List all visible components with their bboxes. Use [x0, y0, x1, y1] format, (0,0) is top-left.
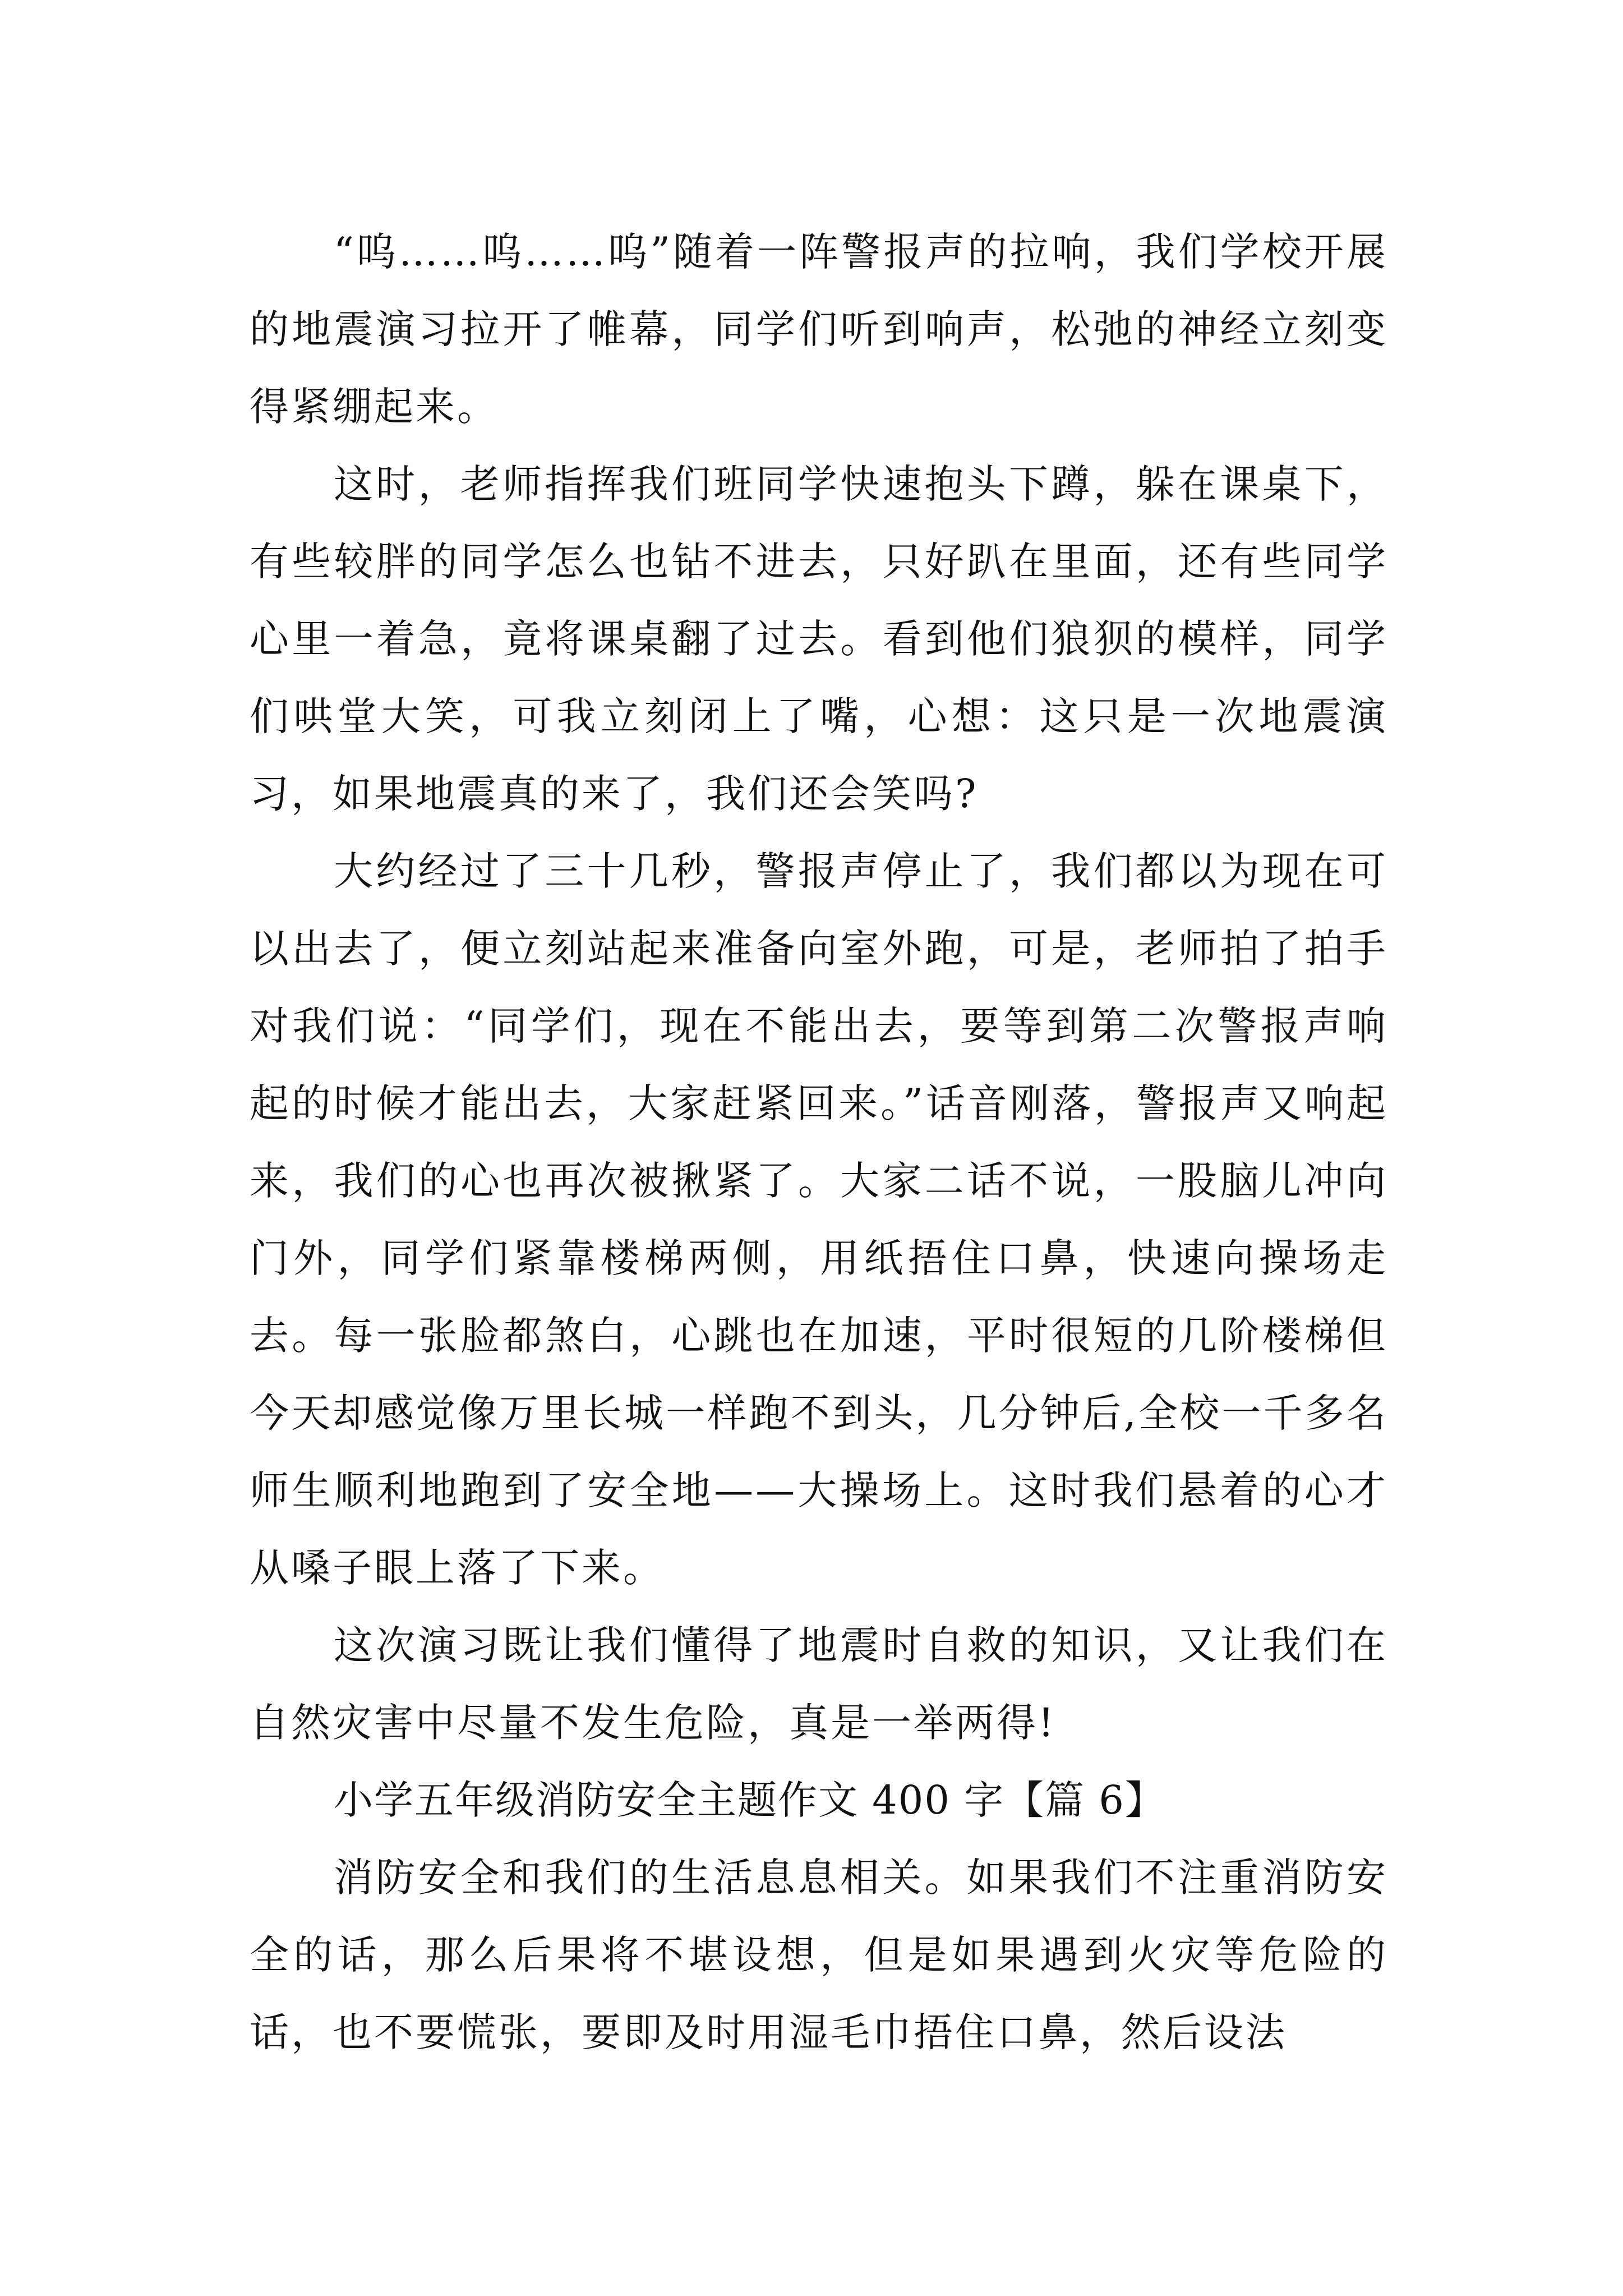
section-heading: 小学五年级消防安全主题作文 400 字【篇 6】 [334, 1777, 1165, 1823]
paragraph-4: 这次演习既让我们懂得了地震时自救的知识，又让我们在自然灾害中尽量不发生危险，真是一举两得! [250, 1622, 1388, 1746]
paragraph-2: 这时，老师指挥我们班同学快速抱头下蹲，躲在课桌下，有些较胖的同学怎么也钻不进去，只好趴在里面，还有些同学心里一着急，竟将课桌翻了过去。看到他们狼狈的模样，同学们哄堂大笑，可我立刻闭上了嘴，心想：这只是一次地震演习，如果地震真的来了，我们还会笑吗? [250, 461, 1388, 817]
document-body [250, 213, 1388, 2071]
paragraph-5: 消防安全和我们的生活息息相关。如果我们不注重消防安全的话，那么后果将不堪设想，但是如果遇到火灾等危险的话，也不要慌张，要即及时用湿毛巾捂住口鼻，然后设法 [250, 1855, 1388, 2055]
paragraph-3: 大约经过了三十几秒，警报声停止了，我们都以为现在可以出去了，便立刻站起来准备向室外跑，可是，老师拍了拍手对我们说：“同学们，现在不能出去，要等到第二次警报声响起的时候才能出去，大家赶紧回来。”话音刚落，警报声又响起来，我们的心也再次被揪紧了。大家二话不说，一股脑儿冲向门外，同学们紧靠楼梯两侧，用纸捂住口鼻，快速向操场走去。每一张脸都煞白，心跳也在加速，平时很短的几阶楼梯但今天却感觉像万里长城一样跑不到头，几分钟后,全校一千多名师生顺利地跑到了安全地——大操场上。这时我们悬着的心才从嗓子眼上落了下来。 [250, 848, 1388, 1591]
paragraph-1: “呜……呜……呜”随着一阵警报声的拉响，我们学校开展的地震演习拉开了帷幕，同学们听到响声，松弛的神经立刻变得紧绷起来。 [250, 229, 1388, 430]
